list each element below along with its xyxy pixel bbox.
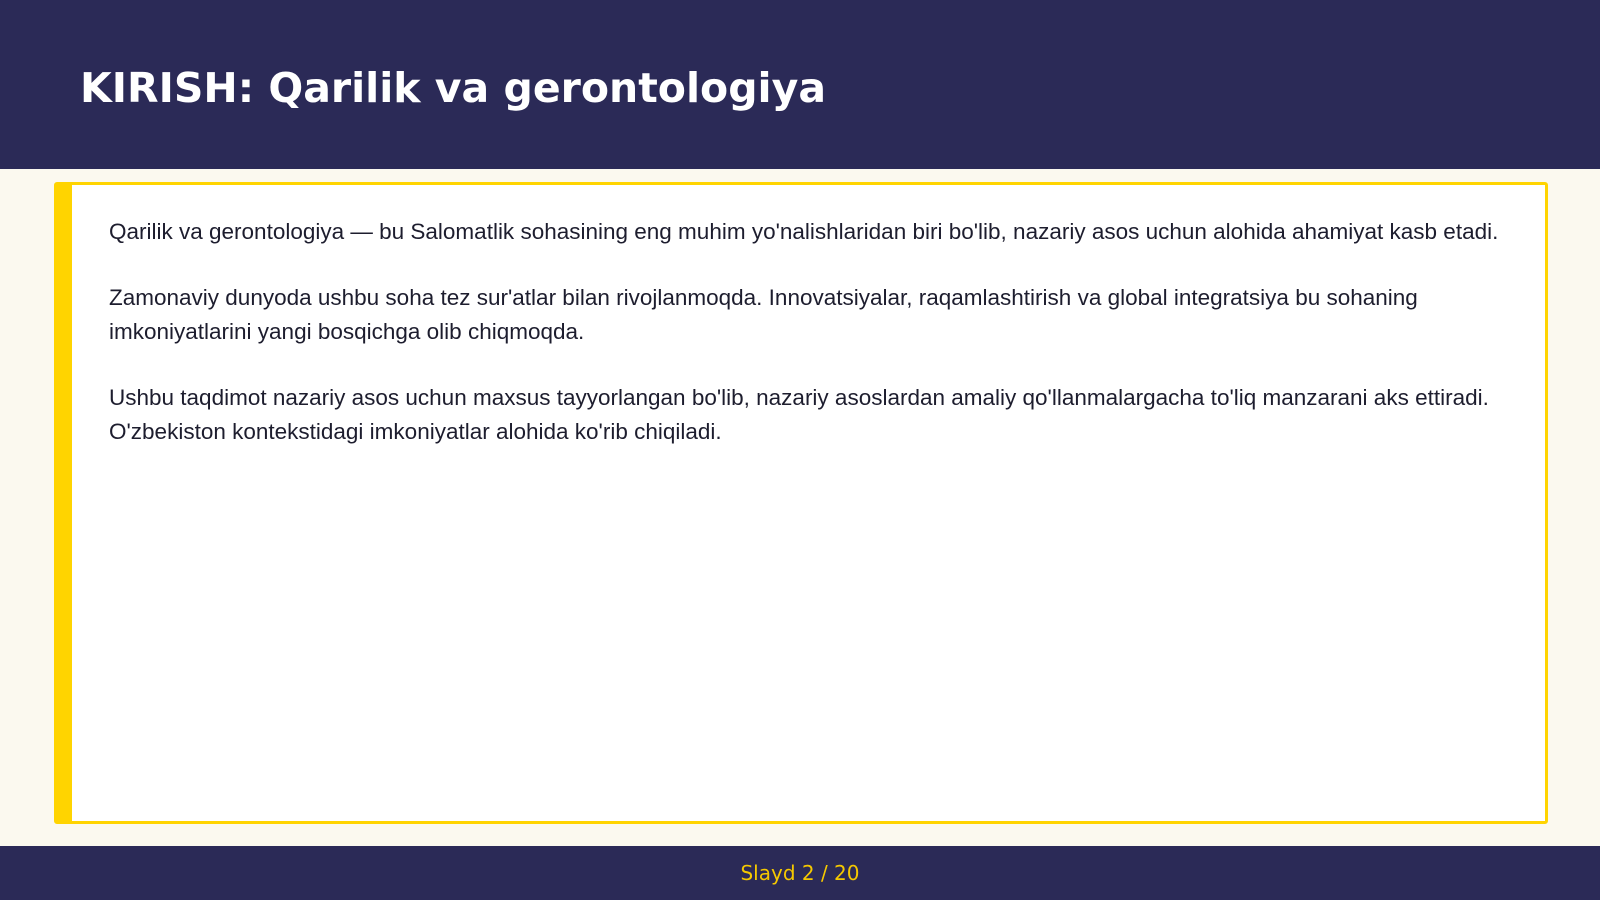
slide-header <box>0 0 1600 169</box>
paragraph-1: Qarilik va gerontologiya — bu Salomatlik sohasining eng muhim yo'nalishlaridan biri bo'lib, nazariy asos uchun alohida ahamiyat kasb etadi. <box>109 219 1499 244</box>
content-card <box>54 182 1548 824</box>
slide-body <box>109 215 1529 481</box>
paragraph-2: Zamonaviy dunyoda ushbu soha tez sur'atlar bilan rivojlanmoqda. Innovatsiyalar, raqamlashtirish va global integratsiya bu sohaning imkoniyatlarini yangi bosqichga olib chiqmoqda. <box>109 285 1418 344</box>
slide-counter: Slayd 2 / 20 <box>740 861 860 885</box>
slide-title: KIRISH: Qarilik va gerontologiya <box>80 64 826 112</box>
paragraph-3: Ushbu taqdimot nazariy asos uchun maxsus tayyorlangan bo'lib, nazariy asoslardan amaliy qo'llanmalargacha to'liq manzarani aks ettiradi. O'zbekiston kontekstidagi imkoniyatlar alohida ko'rib chiqiladi. <box>109 385 1489 444</box>
slide-footer <box>0 846 1600 900</box>
